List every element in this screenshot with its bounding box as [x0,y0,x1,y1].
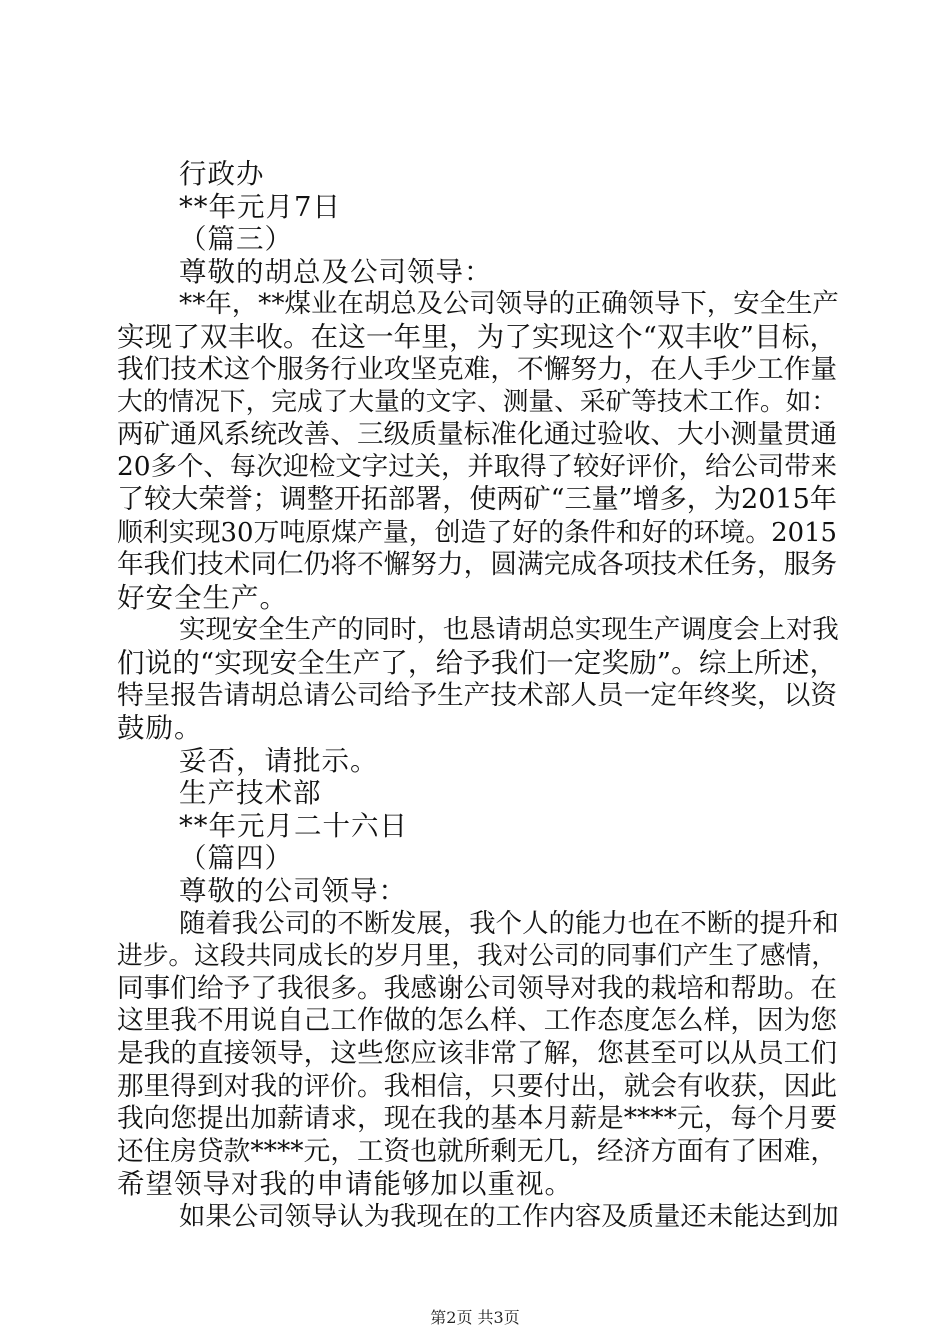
paragraph-line: 大的情况下，完成了大量的文字、测量、采矿等技术工作。如： [117,387,837,418]
paragraph-line: 进步。这段共同成长的岁月里，我对公司的同事们产生了感情， [117,941,837,972]
salutation: 尊敬的胡总及公司领导： [179,255,493,288]
date-line: **年元月二十六日 [179,809,408,842]
document-body [117,158,837,1234]
paragraph-line: 好安全生产。 [117,581,288,614]
paragraph-line: 了较大荣誉；调整开拓部署，使两矿“三量”增多，为2015年 [117,483,837,515]
paragraph-line: 随着我公司的不断发展，我个人的能力也在不断的提升和 [179,907,839,939]
paragraph-line: 们说的“实现安全生产了，给予我们一定奖励”。综上所述， [117,646,837,679]
paragraph-line: 还住房贷款****元，工资也就所剩无几，经济方面有了困难， [117,1135,837,1167]
paragraph-line: 鼓励。 [117,712,203,745]
paragraph-line: 我们技术这个服务行业攻坚克难，不懈努力，在人手少工作量 [117,353,837,385]
date-line: **年元月7日 [179,190,341,223]
section-heading: （篇三） [179,223,293,256]
paragraph-line: 希望领导对我的申请能够加以重视。 [117,1168,573,1201]
sender-department: 行政办 [179,158,265,190]
paragraph-line: 那里得到对我的评价。我相信，只要付出，就会有收获，因此 [117,1070,837,1102]
paragraph-line: 如果公司领导认为我现在的工作内容及质量还未能达到加 [179,1201,839,1232]
paragraph-line: 这里我不用说自己工作做的怎么样、工作态度怎么样，因为您 [117,1005,837,1037]
paragraph-line: 实现安全生产的同时，也恳请胡总实现生产调度会上对我 [179,614,839,646]
paragraph-line: 同事们给予了我很多。我感谢公司领导对我的栽培和帮助。在 [117,972,837,1004]
sender-department: 生产技术部 [179,777,322,810]
closing-request: 妥否，请批示。 [179,744,379,777]
section-heading: （篇四） [179,842,293,875]
page-footer: 第2页 共3页 [430,1308,520,1327]
paragraph-line: 顺利实现30万吨原煤产量，创造了好的条件和好的环境。2015 [117,517,837,548]
salutation: 尊敬的公司领导： [179,875,407,908]
paragraph-line: 年我们技术同仁仍将不懈努力，圆满完成各项技术任务，服务 [117,549,837,581]
paragraph-line: 实现了双丰收。在这一年里，为了实现这个“双丰收”目标， [117,320,837,353]
paragraph-line: **年，**煤业在胡总及公司领导的正确领导下，安全生产 [179,288,839,320]
paragraph-line: 我向您提出加薪请求，现在我的基本月薪是****元，每个月要 [117,1103,837,1135]
paragraph-line: 20多个、每次迎检文字过关，并取得了较好评价，给公司带来 [117,451,837,483]
paragraph-line: 两矿通风系统改善、三级质量标准化通过验收、大小测量贯通 [117,418,837,450]
paragraph-line: 特呈报告请胡总请公司给予生产技术部人员一定年终奖，以资 [117,679,837,711]
paragraph-line: 是我的直接领导，这些您应该非常了解，您甚至可以从员工们 [117,1038,837,1070]
